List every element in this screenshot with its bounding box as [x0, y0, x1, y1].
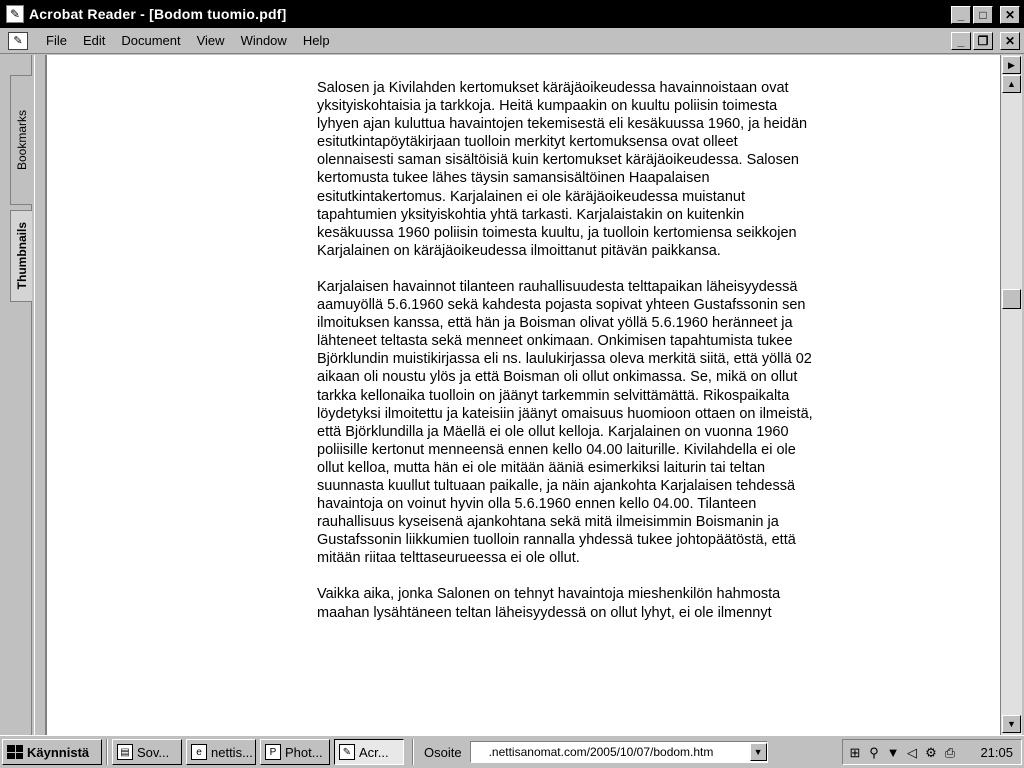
task-button-photoshop[interactable]: [260, 739, 330, 765]
menu-edit[interactable]: Edit: [82, 33, 106, 48]
task-label: Acr...: [359, 744, 389, 760]
navigation-pane: [0, 55, 46, 735]
text-line: löydetyksi ilmoitettu ja kateisiin jäänyt omaisuus huomioon ottaen on ilmeistä,: [317, 405, 813, 422]
document-window-controls: [951, 32, 1020, 50]
text-line: tapahtumien yksityiskohtia yhtä tarkasti. Karjalaistakin on kuitenkin: [317, 206, 745, 223]
text-line: aikaan oli noustu ylös ja että Boisman oli ollut onkimassa. Se, mikä on ollut: [317, 369, 798, 386]
address-label: Osoite: [424, 744, 462, 760]
title-bar: [0, 0, 1024, 28]
pdf-page: [317, 55, 967, 640]
printer-icon[interactable]: ⎙: [944, 744, 956, 760]
folder-icon: ▤: [117, 744, 133, 760]
text-line: Karjalainen on käräjäoikeudessa ilmoittanut pitävän paikkansa.: [317, 242, 721, 259]
text-line: ilmoituksen kanssa, että hän ja Boisman olivat yöllä 5.6.1960 heränneet ja: [317, 315, 793, 332]
page-text: [317, 79, 967, 622]
connection-icon[interactable]: ⚙: [925, 744, 937, 760]
window-controls: [951, 6, 1020, 24]
text-line: Gustafssonin liikkumien tuolloin rannalla yhdessä tukee johtopäätöstä, että: [317, 532, 796, 549]
taskbar: [0, 735, 1024, 768]
text-line: maahan lysähtäneen teltan läheisyydessä on ollut lyhyt, ei ole ilmennyt: [317, 604, 772, 621]
taskbar-separator: [412, 739, 414, 765]
search-icon[interactable]: ⚲: [869, 744, 879, 760]
menu-view[interactable]: View: [196, 33, 225, 48]
start-label: Käynnistä: [27, 744, 90, 760]
start-button[interactable]: [2, 739, 102, 765]
scroll-thumb[interactable]: [1002, 289, 1021, 309]
address-bar: [470, 741, 768, 763]
tab-thumbnails[interactable]: [10, 210, 32, 302]
tab-bookmarks-label: Bookmarks: [14, 109, 29, 171]
text-line: kesäkuussa 1960 poliisin toimesta kuultu, ja tuolloin kertomiensa seikkojen: [317, 224, 797, 241]
text-line: Karjalaisen havainnot tilanteen rauhallisuudesta telttapaikan läheisyydessä: [317, 278, 798, 295]
next-page-arrow-icon[interactable]: ▶: [1002, 56, 1021, 74]
address-dropdown-icon[interactable]: ▼: [750, 743, 767, 761]
clipped-text-line: [317, 55, 967, 61]
window-title: Acrobat Reader - [Bodom tuomio.pdf]: [29, 6, 287, 22]
scroll-up-arrow-icon[interactable]: ▲: [1002, 75, 1021, 93]
maximize-button[interactable]: □: [973, 6, 993, 24]
pane-splitter[interactable]: [34, 55, 46, 735]
text-line: tarkka kellonaika tuolloin on jäänyt tarkemmin selvittämättä. Rikospaikalta: [317, 387, 790, 404]
paragraph: [317, 79, 967, 260]
task-label: Sov...: [137, 744, 170, 760]
scroll-down-arrow-icon[interactable]: ▼: [1002, 715, 1021, 733]
clock: 21:05: [980, 744, 1013, 760]
text-line: aamuyöllä 5.6.1960 sekä kahdesta pojasta sopivat yhteen Gustafssonin sen: [317, 297, 806, 314]
text-line: että Björklundilla ja Mäellä ei ole ollut kelloja. Karjalainen on vuonna 1960: [317, 423, 789, 440]
antivirus-icon[interactable]: ▼: [886, 744, 900, 760]
text-line: Vaikka aika, jonka Salonen on tehnyt havaintoja mieshenkilön hahmosta: [317, 586, 781, 603]
menu-bar: [0, 28, 1024, 54]
text-line: Björklundin muistikirjassa eli ns. laulukirjassa oleva merkitä siitä, että yöllä 02: [317, 351, 812, 368]
text-line: lyhyen ajan kuluttua havaintojen tekemisestä eli kesäkuussa 1960, ja heidän: [317, 116, 808, 133]
paragraph: [317, 278, 967, 568]
doc-close-button[interactable]: ✕: [1000, 32, 1020, 50]
menu-help[interactable]: Help: [302, 33, 330, 48]
task-label: nettis...: [211, 744, 253, 760]
network-icon[interactable]: ⊞: [849, 744, 861, 760]
acrobat-icon: ✎: [339, 744, 355, 760]
doc-restore-button[interactable]: ❐: [973, 32, 993, 50]
document-view[interactable]: [46, 55, 1000, 735]
text-line: yksityiskohtaisia ja tarkkoja. Heitä kumpaakin on kuultu poliisin toimesta: [317, 98, 778, 115]
volume-icon[interactable]: ◁: [907, 744, 917, 760]
text-line: suunnasta kuullut tultuaan paikalle, ja näin ajankohta Karjalaisen tehdessä: [317, 477, 796, 494]
paragraph: [317, 585, 967, 621]
acrobat-app-icon[interactable]: ✎: [6, 5, 24, 23]
text-line: esitutkintapöytäkirjaan tuolloin merkityt kertomuksensa ovat olleet: [317, 134, 738, 151]
text-line: mitään riitaa telttaseurueessa ei ole ollut.: [317, 550, 580, 567]
text-line: rauhallisuus kyseisenä ajankohtana sekä mitä ilmeisimmin Boismanin ja: [317, 514, 779, 531]
doc-minimize-button[interactable]: _: [951, 32, 971, 50]
task-button-acrobat[interactable]: [334, 739, 404, 765]
text-line: Salosen ja Kivilahden kertomukset käräjäoikeudessa havainnoistaan ovat: [317, 80, 789, 96]
taskbar-separator: [106, 739, 108, 765]
close-button[interactable]: ✕: [1000, 6, 1020, 24]
photoshop-icon: P: [265, 744, 281, 760]
menu-window[interactable]: Window: [240, 33, 287, 48]
address-input[interactable]: [471, 743, 750, 761]
vertical-scrollbar[interactable]: [1000, 55, 1022, 735]
nav-tab-strip: [6, 55, 32, 735]
menu-document[interactable]: Document: [121, 33, 181, 48]
browser-icon: e: [191, 744, 207, 760]
minimize-button[interactable]: _: [951, 6, 971, 24]
text-line: ollut kelloa, mutta hän ei ole mitään ääniä esimerkiksi laiturin tai teltan: [317, 459, 766, 476]
text-line: esitutkintakertomus. Karjalainen ei ole käräjäoikeudessa muistanut: [317, 188, 745, 205]
text-line: havaintoja on voinut hyvin olla 5.6.1960 ennen kello 04.00. Tilanteen: [317, 496, 757, 513]
tab-bookmarks[interactable]: [10, 75, 32, 205]
menu-file[interactable]: File: [46, 33, 67, 48]
windows-flag-icon: [7, 745, 23, 759]
text-line: poliisille kertonut menneensä ennen kello 04.00 laiturille. Kivilahdella ei ole: [317, 441, 796, 458]
text-line: olennaisesti saman sisältöisiä kuin kertomukset käräjäoikeudessa. Salosen: [317, 152, 799, 169]
tab-thumbnails-label: Thumbnails: [14, 222, 29, 290]
text-line: lähteneet teltasta sekä menneet onkimaan. Onkimisen tapahtumista tukee: [317, 333, 793, 350]
task-label: Phot...: [285, 744, 323, 760]
text-line: kertomusta tukee lähes täysin samansisältöinen Haapalaisen: [317, 170, 710, 187]
system-tray: [842, 739, 1022, 765]
document-icon[interactable]: ✎: [8, 32, 28, 50]
task-button-browser[interactable]: [186, 739, 256, 765]
task-button-folder[interactable]: [112, 739, 182, 765]
